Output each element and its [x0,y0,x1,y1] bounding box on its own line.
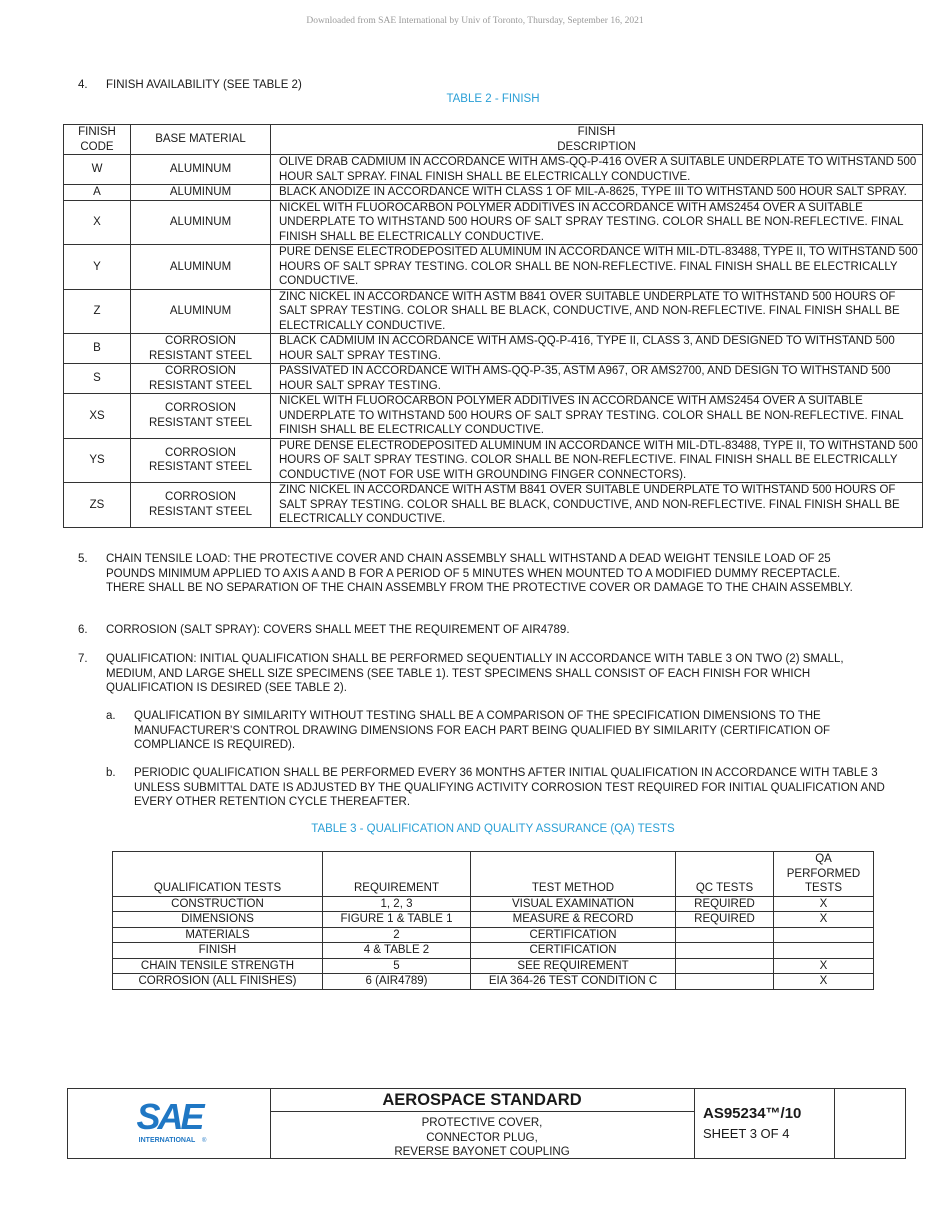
section-6 [78,623,878,638]
test-method-cell: EIA 364-26 TEST CONDITION C [471,974,676,990]
table-row [113,912,874,928]
title-block [67,1088,906,1159]
subsection-text: PERIODIC QUALIFICATION SHALL BE PERFORMED EVERY 36 MONTHS AFTER INITIAL QUALIFICATION IN ACCORDANCE WITH TABLE 3 UNLESS SUBMITTAL DATE IS ADJUSTED BY THE QUALIFYING ACTIVITY CORROSION TEST REQUIRED FOR INITIAL QUALIFICATION AND EVERY OTHER RETENTION CYCLE THEREAFTER. [134,767,885,808]
title-line: PROTECTIVE COVER, [421,1117,543,1129]
table-row [113,943,874,959]
header-base-material: BASE MATERIAL [131,125,271,155]
table-row [64,483,923,528]
test-method-cell: CERTIFICATION [471,943,676,959]
table-header-row [64,125,923,155]
test-name-cell: CONSTRUCTION [113,896,323,912]
qc-tests-cell [676,927,774,943]
finish-description-cell: OLIVE DRAB CADMIUM IN ACCORDANCE WITH AMS-QQ-P-416 OVER A SUITABLE UNDERPLATE TO WITHSTAND 500 HOUR SALT SPRAY. FINAL FINISH SHALL BE ELECTRICALLY CONDUCTIVE. [271,155,923,185]
section-number: 6. [78,624,88,636]
finish-table [63,124,923,528]
table-row [64,155,923,185]
section-number: 5. [78,553,88,565]
finish-code-cell: Y [64,245,131,290]
table-row [113,896,874,912]
requirement-cell: 5 [323,958,471,974]
qa-performed-cell [774,943,874,959]
section-number: 4. [78,79,88,91]
section-number: 7. [78,653,88,665]
document-title [270,1112,694,1160]
finish-code-cell: Z [64,289,131,334]
base-material-cell: ALUMINUM [131,245,271,290]
header-requirement: REQUIREMENT [323,852,471,897]
document-code: AS95234™/10 [703,1105,802,1122]
document-id-cell [694,1089,835,1158]
finish-description-cell: PURE DENSE ELECTRODEPOSITED ALUMINUM IN ACCORDANCE WITH MIL-DTL-83488, TYPE II, TO WITHSTAND 500 HOURS OF SALT SPRAY TESTING. COLOR SHALL BE NON-REFLECTIVE. FINAL FINISH SHALL BE ELECTRICALLY CONDUCTIVE (NOT FOR USE WITH GROUNDING FINGER CONNECTORS). [271,438,923,483]
finish-description-cell: BLACK CADMIUM IN ACCORDANCE WITH AMS-QQ-P-416, TYPE II, CLASS 3, AND DESIGNED TO WITHSTAND 500 HOUR SALT SPRAY TESTING. [271,334,923,364]
table-row [64,334,923,364]
subsection-letter: b. [106,767,116,779]
section-4 [78,78,878,93]
qa-performed-cell [774,927,874,943]
finish-description-cell: NICKEL WITH FLUOROCARBON POLYMER ADDITIVES IN ACCORDANCE WITH AMS2454 OVER A SUITABLE UNDERPLATE TO WITHSTAND 500 HOURS OF SALT SPRAY TESTING. COLOR SHALL BE NON-REFLECTIVE. FINAL FINISH SHALL BE ELECTRICALLY CONDUCTIVE. [271,394,923,439]
sae-logo-text: SAE [136,1096,202,1137]
requirement-cell: 2 [323,927,471,943]
qualification-tests-table [112,851,874,990]
test-method-cell: SEE REQUIREMENT [471,958,676,974]
qa-performed-cell: X [774,896,874,912]
section-text: FINISH AVAILABILITY (SEE TABLE 2) [106,79,302,91]
base-material-cell: CORROSION RESISTANT STEEL [131,438,271,483]
base-material-cell: CORROSION RESISTANT STEEL [131,483,271,528]
header-finish-code: FINISH CODE [64,125,131,155]
sae-logo [68,1089,271,1158]
test-method-cell: VISUAL EXAMINATION [471,896,676,912]
requirement-cell: 6 (AIR4789) [323,974,471,990]
qc-tests-cell: REQUIRED [676,912,774,928]
finish-code-cell: S [64,364,131,394]
base-material-cell: ALUMINUM [131,200,271,245]
sae-logo-mark [68,1089,270,1158]
table-row [64,289,923,334]
header-finish-description: FINISH DESCRIPTION [271,125,923,155]
title-line: REVERSE BAYONET COUPLING [394,1146,570,1158]
header-test-method: TEST METHOD [471,852,676,897]
qa-performed-cell: X [774,958,874,974]
test-method-cell: MEASURE & RECORD [471,912,676,928]
table-row [64,245,923,290]
header-qa-performed-tests: QA PERFORMED TESTS [774,852,874,897]
table-row [113,927,874,943]
qa-performed-cell: X [774,974,874,990]
base-material-cell: ALUMINUM [131,185,271,201]
requirement-cell: FIGURE 1 & TABLE 1 [323,912,471,928]
section-text: CORROSION (SALT SPRAY): COVERS SHALL MEET THE REQUIREMENT OF AIR4789. [106,624,570,636]
sae-logo-subtext: INTERNATIONAL [138,1137,196,1144]
title-cell [270,1089,695,1158]
requirement-cell: 4 & TABLE 2 [323,943,471,959]
test-name-cell: FINISH [113,943,323,959]
table-row [64,364,923,394]
section-7 [78,652,878,696]
finish-code-cell: X [64,200,131,245]
finish-description-cell: NICKEL WITH FLUOROCARBON POLYMER ADDITIVES IN ACCORDANCE WITH AMS2454 OVER A SUITABLE UNDERPLATE TO WITHSTAND 500 HOURS OF SALT SPRAY TESTING. COLOR SHALL BE NON-REFLECTIVE. FINAL FINISH SHALL BE ELECTRICALLY CONDUCTIVE. [271,200,923,245]
base-material-cell: ALUMINUM [131,289,271,334]
base-material-cell: CORROSION RESISTANT STEEL [131,394,271,439]
table3-title: TABLE 3 - QUALIFICATION AND QUALITY ASSURANCE (QA) TESTS [311,823,675,835]
test-name-cell: CHAIN TENSILE STRENGTH [113,958,323,974]
table-row [113,958,874,974]
section-text: CHAIN TENSILE LOAD: THE PROTECTIVE COVER AND CHAIN ASSEMBLY SHALL WITHSTAND A DEAD WEIGHT TENSILE LOAD OF 25 POUNDS MINIMUM APPLIED TO AXIS A AND B FOR A PERIOD OF 5 MINUTES WHEN MOUNTED TO A MODIFIED DUMMY RECEPTACLE. THERE SHALL BE NO SEPARATION OF THE CHAIN ASSEMBLY FROM THE PROTECTIVE COVER OR DAMAGE TO THE CHAIN ASSEMBLY. [106,553,853,594]
registered-mark: ® [202,1138,207,1144]
title-line: CONNECTOR PLUG, [426,1131,538,1144]
table-row [64,200,923,245]
finish-description-cell: PASSIVATED IN ACCORDANCE WITH AMS-QQ-P-35, ASTM A967, OR AMS2700, AND DESIGN TO WITHSTAND 500 HOUR SALT SPRAY TESTING. [271,364,923,394]
finish-description-cell: ZINC NICKEL IN ACCORDANCE WITH ASTM B841 OVER SUITABLE UNDERPLATE TO WITHSTAND 500 HOURS OF SALT SPRAY TESTING. COLOR SHALL BE BLACK, CONDUCTIVE, AND NON-REFLECTIVE. FINAL FINISH SHALL BE ELECTRICALLY CONDUCTIVE. [271,289,923,334]
download-watermark: Downloaded from SAE International by Univ of Toronto, Thursday, September 16, 2021 [306,16,644,26]
base-material-cell: CORROSION RESISTANT STEEL [131,364,271,394]
qc-tests-cell [676,974,774,990]
table-header-row [113,852,874,897]
table2-title: TABLE 2 - FINISH [446,93,540,105]
table-row [64,438,923,483]
finish-code-cell: XS [64,394,131,439]
finish-code-cell: A [64,185,131,201]
sheet-number: SHEET 3 OF 4 [703,1126,790,1141]
test-name-cell: MATERIALS [113,927,323,943]
finish-description-cell: ZINC NICKEL IN ACCORDANCE WITH ASTM B841 OVER SUITABLE UNDERPLATE TO WITHSTAND 500 HOURS OF SALT SPRAY TESTING. COLOR SHALL BE BLACK, CONDUCTIVE, AND NON-REFLECTIVE. FINAL FINISH SHALL BE ELECTRICALLY CONDUCTIVE. [271,483,923,528]
table-row [113,974,874,990]
section-7b [106,766,886,810]
table-row [64,394,923,439]
section-5 [78,552,878,596]
base-material-cell: ALUMINUM [131,155,271,185]
qc-tests-cell [676,958,774,974]
subsection-letter: a. [106,710,116,722]
requirement-cell: 1, 2, 3 [323,896,471,912]
test-name-cell: CORROSION (ALL FINISHES) [113,974,323,990]
base-material-cell: CORROSION RESISTANT STEEL [131,334,271,364]
qa-performed-cell: X [774,912,874,928]
table-row [64,185,923,201]
test-name-cell: DIMENSIONS [113,912,323,928]
finish-description-cell: PURE DENSE ELECTRODEPOSITED ALUMINUM IN ACCORDANCE WITH MIL-DTL-83488, TYPE II, TO WITHSTAND 500 HOURS OF SALT SPRAY TESTING. COLOR SHALL BE NON-REFLECTIVE. FINAL FINISH SHALL BE ELECTRICALLY CONDUCTIVE. [271,245,923,290]
finish-code-cell: ZS [64,483,131,528]
qc-tests-cell [676,943,774,959]
aerospace-standard-heading: AEROSPACE STANDARD [270,1089,694,1112]
finish-code-cell: B [64,334,131,364]
header-qc-tests: QC TESTS [676,852,774,897]
section-7a [106,709,886,753]
test-method-cell: CERTIFICATION [471,927,676,943]
finish-code-cell: YS [64,438,131,483]
finish-description-cell: BLACK ANODIZE IN ACCORDANCE WITH CLASS 1 OF MIL-A-8625, TYPE III TO WITHSTAND 500 HOUR SALT SPRAY. [271,185,923,201]
subsection-text: QUALIFICATION BY SIMILARITY WITHOUT TESTING SHALL BE A COMPARISON OF THE SPECIFICATION DIMENSIONS TO THE MANUFACTURER’S CONTROL DRAWING DIMENSIONS FOR EACH PART BEING QUALIFIED BY SIMILARITY (CERTIFICATION OF COMPLIANCE IS REQUIRED). [134,710,831,751]
finish-code-cell: W [64,155,131,185]
qc-tests-cell: REQUIRED [676,896,774,912]
section-text: QUALIFICATION: INITIAL QUALIFICATION SHALL BE PERFORMED SEQUENTIALLY IN ACCORDANCE WITH TABLE 3 ON TWO (2) SMALL, MEDIUM, AND LARGE SHELL SIZE SPECIMENS (SEE TABLE 1). TEST SPECIMENS SHALL CONSIST OF EACH FINISH FOR WHICH QUALIFICATION IS DESIRED (SEE TABLE 2). [106,653,844,694]
header-qualification-tests: QUALIFICATION TESTS [113,852,323,897]
